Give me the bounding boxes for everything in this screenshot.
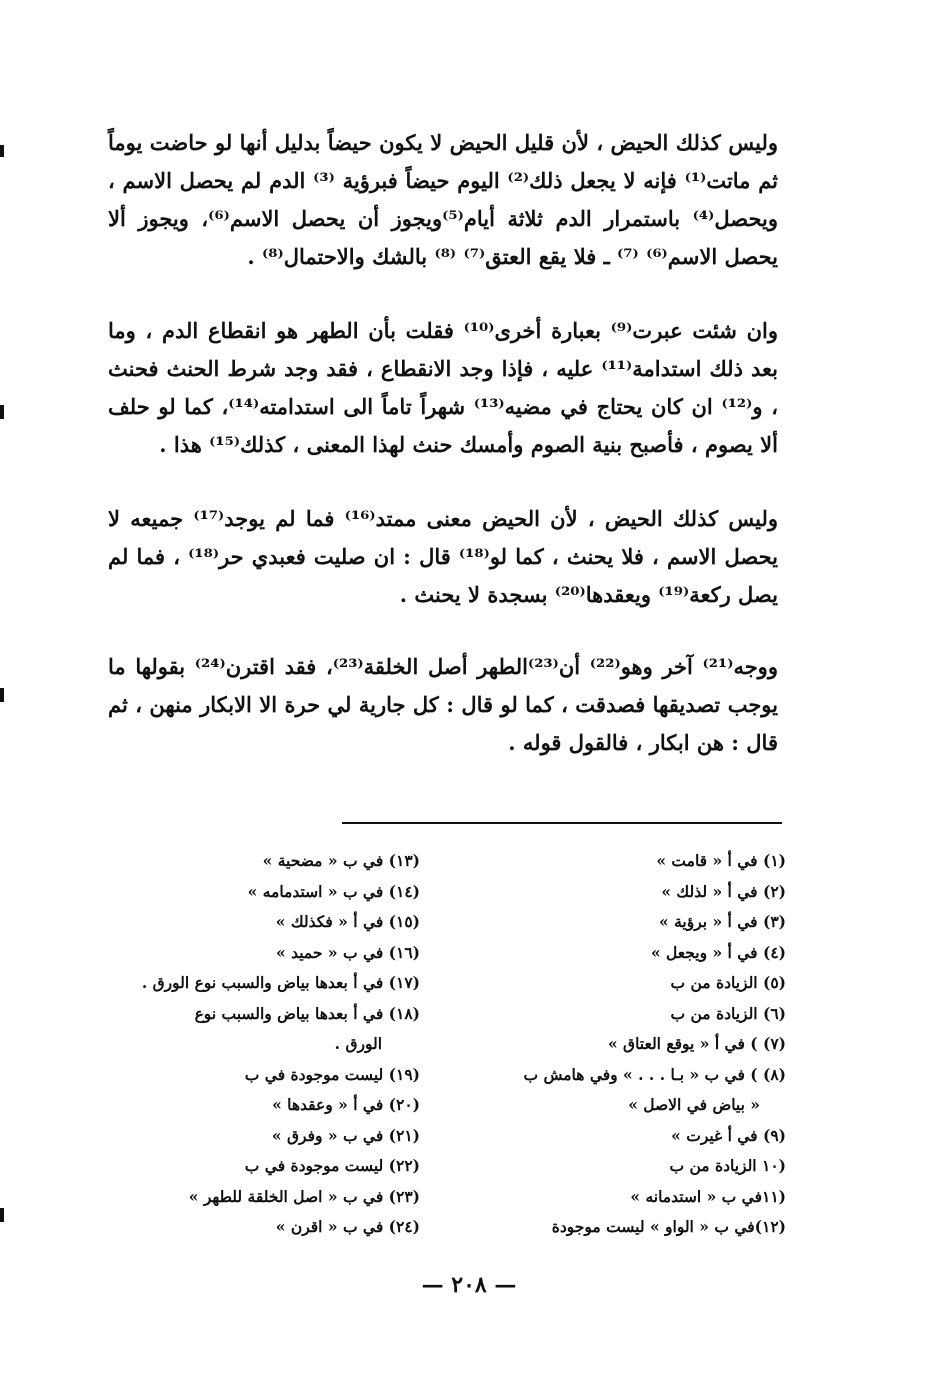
footnote: (١٥) في أ « فكذلك » [275, 912, 420, 931]
footnote: (١٠ الزيادة من ب [669, 1156, 786, 1175]
body-paragraph: وليس كذلك الحيض ، لأن قليل الحيض لا يكون حيضاً بدليل أنها لو حاضت يوماً ثم ماتت⁽¹⁾ فإنه لا يجعل ذلك⁽²⁾ اليوم حيضاً فبرؤية ⁽³⁾ الدم لم يحصل الاسم ، ويحصل⁽⁴⁾ باستمرار الدم ثلاثة أيام⁽⁵⁾ويجوز أن يحصل الاسم⁽⁶⁾، ويجوز ألا يحصل الاسم⁽⁶⁾ ⁽⁷⁾ ـ فلا يقع العتق⁽⁷⁾ ⁽⁸⁾ بالشك والاحتمال⁽⁸⁾ . [108, 130, 779, 269]
footnote: (٢٠) في أ « وعقدها » [272, 1095, 420, 1114]
scan-edge-mark [0, 1208, 4, 1222]
footnote: (١٦) في ب « حميد » [276, 942, 420, 962]
body-paragraph: ووجه⁽²¹⁾ آخر وهو⁽²²⁾ أن⁽²³⁾الطهر أصل الخلقة⁽²³⁾، فقد اقترن⁽²⁴⁾ بقولها ما يوجب تصديقها فصدقت ، كما لو قال : كل جارية لي حرة الا الابكار منهن ، ثم قال : هن ابكار ، فالقول قوله . [108, 654, 778, 755]
footnote: (٥) الزيادة من ب [670, 973, 786, 992]
footnote: (٢٢) ليست موجودة في ب [244, 1156, 420, 1175]
footnote: (٦) الزيادة من ب [670, 1003, 786, 1023]
footnote: (٨) ) في ب « بـا . . . » وفي هامش ب [523, 1064, 786, 1084]
footnote: (١٧) في أ بعدها بياض والسبب نوع الورق . [141, 973, 420, 992]
footnote: (١٨) في أ بعدها بياض والسبب نوع [194, 1003, 420, 1023]
scan-edge-mark [0, 405, 4, 419]
body-paragraph: وليس كذلك الحيض ، لأن الحيض معنى ممتد⁽¹⁶⁾ فما لم يوجد⁽¹⁷⁾ جميعه لا يحصل الاسم ، فلا يحنث ، كما لو⁽¹⁸⁾ قال : ان صليت فعبدي حر⁽¹⁸⁾ ، فما لم يصل ركعة⁽¹⁹⁾ ويعقدها⁽²⁰⁾ بسجدة لا يحنث . [108, 506, 779, 607]
footnote: (١٢)في ب « الواو » ليست موجودة [551, 1217, 786, 1236]
footnote: (٣) في أ « برؤية » [659, 912, 786, 931]
footnote: (٢٣) في ب « اصل الخلقة للطهر » [188, 1186, 420, 1206]
footnote: (١٩) ليست موجودة في ب [244, 1064, 420, 1084]
footnote: (١١في ب « استدمانه » [630, 1186, 786, 1206]
footnotes-right-column [470, 846, 786, 1243]
footnote: (١٤) في ب « استدمامه » [247, 881, 420, 901]
scan-edge-mark [0, 145, 4, 157]
footnote: (٢٤) في ب « اقرن » [275, 1217, 420, 1236]
footnote: (١) في أ « قامت » [656, 851, 786, 870]
footnote: (٢١) في ب « وفرق » [271, 1125, 420, 1145]
footnote: (٢) في أ « لذلك » [661, 881, 786, 901]
page-number: — ٢٠٨ — [421, 1272, 517, 1298]
footnote: (٩) في أ غيرت » [671, 1125, 786, 1145]
footnote: (١٣) في ب « مضحية » [262, 851, 420, 870]
footnote: (٧) ) في أ « يوقع العتاق » [607, 1034, 786, 1053]
footnote-continuation: الورق . [334, 1034, 382, 1053]
footnote-separator [342, 822, 782, 824]
footnote: (٤) في أ « ويجعل » [650, 942, 786, 962]
footnotes-left-column [120, 846, 420, 1243]
scan-edge-mark [0, 688, 4, 702]
footnote-continuation: « بياض في الاصل » [628, 1095, 760, 1114]
body-paragraph: وان شئت عبرت⁽⁹⁾ بعبارة أخرى⁽¹⁰⁾ فقلت بأن الطهر هو انقطاع الدم ، وما بعد ذلك استدامة⁽¹¹⁾ عليه ، فإذا وجد الانقطاع ، فقد وجد شرط الحنث فحنث ، و⁽¹²⁾ ان كان يحتاج في مضيه⁽¹³⁾ شهراً تاماً الى استدامته⁽¹⁴⁾، كما لو حلف ألا يصوم ، فأصبح بنية الصوم وأمسك حنث لهذا المعنى ، كذلك⁽¹⁵⁾ هذا . [108, 318, 778, 457]
